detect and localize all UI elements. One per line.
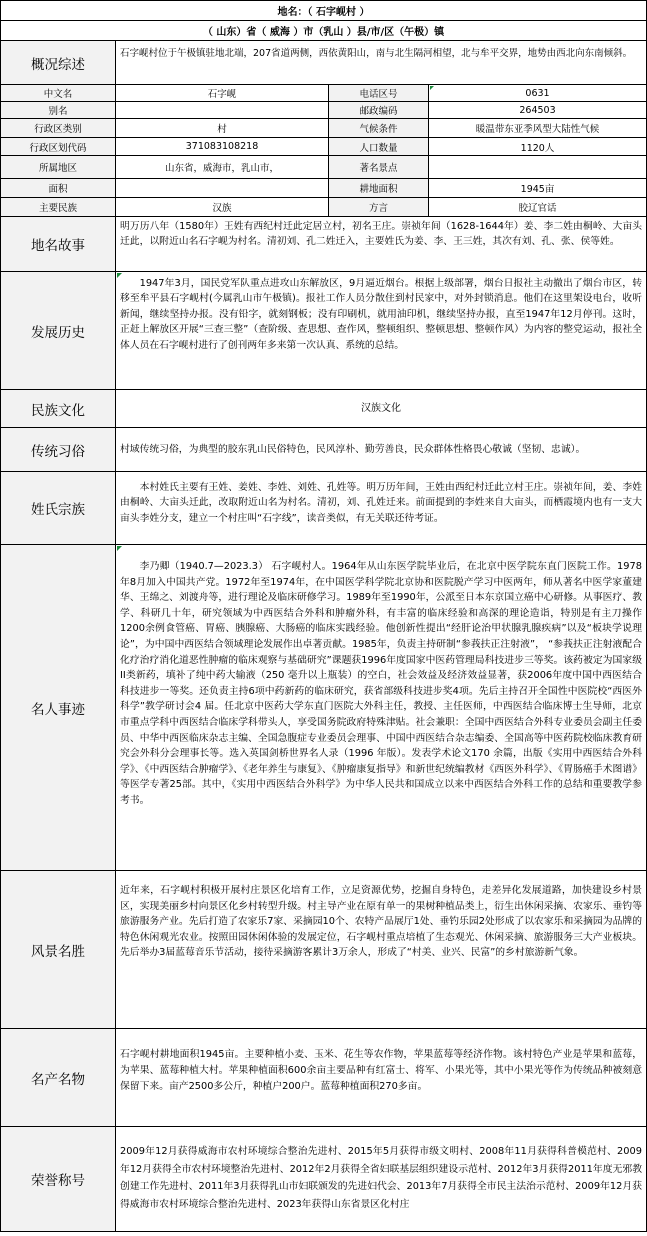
surname-text: 本村姓氏主要有王姓、姜姓、李姓、刘姓、孔姓等。明万历年间，王姓由西纪村迁此立村王庄。崇祯年间，姜、李姓由桐岭、大亩头迁此，改取附近山名为村名。清初，刘、孔姓迁来。前面提到的李姓来自大亩头，而栖霞境内也有一支大亩头李姓分支，建立一个村庄叫“石字线”，读音类似，有无关联还待考证。 <box>120 482 642 524</box>
history-text: 1947年3月，国民党军队重点进攻山东解放区，9月逼近烟台。根据上级部署，烟台日报社主动撤出了烟台市区，转移至牟平县石字岘村(今属乳山市午极镇)。报社工作人员分散住到村民家中，对外封锁消息。他们在这里架设电台，收听新闻，继续坚持办报。没有铅字，就刻钢板；没有印刷机，就用油印机，继续坚持办报，直至1947年12月停刊。这时，正赶上解放区开展“三查三整”（查阶级、查思想、查作风，整顿组织、整顿思想、整顿作风）为内容的整党运动，报社全体人员在石字岘村进行了创刊两年多来第一次认真、系统的总结。 <box>120 278 642 351</box>
info-key-ethnicity: 主要民族 <box>1 198 116 216</box>
history-row <box>0 272 647 390</box>
info-key-postcode: 邮政编码 <box>329 102 429 118</box>
info-value-region: 山东省，威海市，乳山市， <box>116 156 329 178</box>
ethnic-row <box>0 390 647 428</box>
info-key-attractions: 著名景点 <box>329 156 429 178</box>
info-value-ethnicity: 汉族 <box>116 198 329 216</box>
product-row <box>0 1029 647 1127</box>
overview-label: 概况综述 <box>1 41 116 84</box>
info-value-climate: 暖温带东亚季风型大陆性气候 <box>475 124 600 135</box>
info-row-3 <box>0 138 647 156</box>
product-text: 石字岘村耕地面积1945亩。主要种植小麦、玉米、花生等农作物，苹果蓝莓等经济作物。该村特色产业是苹果和蓝莓，为苹果、蓝莓种植大村。苹果种植面积600余亩主要品种有红富士、将军、小果光等，其中小果光等作为传统品种被刻意保留下来。亩产2500多公斤，种植户200户。蓝莓种植面积270多亩。 <box>120 1049 642 1092</box>
surname-label: 姓氏宗族 <box>1 472 116 544</box>
info-value-postcode: 264503 <box>519 104 556 116</box>
history-label: 发展历史 <box>1 272 116 389</box>
story-row <box>0 217 647 272</box>
info-key-population: 人口数量 <box>329 138 429 155</box>
info-value-area-code: 0631 <box>525 87 550 99</box>
info-value-attractions <box>429 156 646 178</box>
story-label: 地名故事 <box>1 217 116 271</box>
custom-label: 传统习俗 <box>1 428 116 471</box>
title-row <box>0 0 647 21</box>
ethnic-text: 汉族文化 <box>361 402 401 414</box>
person-row <box>0 545 647 871</box>
page-title: 地名：（ 石字岘村 ） <box>277 7 370 18</box>
info-key-chinese-name: 中文名 <box>1 85 116 101</box>
story-text: 明万历八年（1580年）王姓有西纪村迁此定居立村，初名王庄。崇祯年间（1628-1644年）姜、李二姓由桐岭、大亩头迁此，以附近山名石字岘为村名。清初刘、孔二姓迁入，主要姓氏为姜、李、王三姓，其次有刘、孔、张、侯等姓。 <box>120 221 642 248</box>
honor-text: 2009年12月获得威海市农村环境综合整治先进村、2015年5月获得市级文明村、2008年11月获得科普模范村、2009年12月获得全市农村环境整治先进村、2012年2月获得全省妇联基层组织建设示范村、2012年3月获得2011年度无邪教创建工作先进村、2011年3月获得乳山市妇联颁发的先进妇代会、2013年7月获得全市民主法治示范村、2009年12月获得威海市农村环境综合整治先进村、2023年获得山东省景区化村庄 <box>120 1146 642 1210</box>
overview-text: 石字岘村位于午极镇驻地北端，207省道两侧，西依黄阳山，南与北生隔河相望，北与牟平交界，地势由西北向东南倾斜。 <box>120 48 633 59</box>
info-row-5 <box>0 179 647 198</box>
info-key-climate: 气候条件 <box>329 119 429 137</box>
info-value-area <box>116 179 329 197</box>
info-key-admin-type: 行政区类别 <box>1 119 116 137</box>
product-label: 名产名物 <box>1 1029 116 1126</box>
info-key-area-code: 电话区号 <box>329 85 429 101</box>
cell-marker <box>430 86 434 90</box>
region-row <box>0 21 647 41</box>
surname-row <box>0 472 647 545</box>
info-key-admin-code: 行政区划代码 <box>1 138 116 155</box>
info-key-area: 面积 <box>1 179 116 197</box>
info-row-1 <box>0 102 647 119</box>
info-value-admin-code: 371083108218 <box>116 138 329 155</box>
info-key-alias: 别名 <box>1 102 116 118</box>
scenery-row <box>0 871 647 1029</box>
person-text: 李乃卿（1940.7—2023.3） 石字岘村人。1964年从山东医学院毕业后，在北京中医学院东直门医院工作。1978年8月加入中国共产党。1972年至1974年，在中国医学科学院北京协和医院脱产学习中医两年，师从著名中医学家董建华、王绵之、刘渡舟等，进行理论及临床研修学习。1989年至1990年，公派至日本东京国立癌中心研修。从事医疗、教学、科研几十年，研究领域为中西医结合外科和肿瘤外科，有丰富的临床经验和高深的理论造诣，特别是有主刀操作1200余例食管癌、胃癌、胰腺癌、大肠癌的临床实践经验。他创新性提出“经肝论治甲状腺乳腺疾病”以及“板块学说理论”，为中国中西医结合领域理论发展作出卓著贡献。1985年，负责主持研制“参莪扶正注射液”， “参莪扶正注射液配合化疗治疗消化道恶性肿瘤的临床观察与基础研究”课题获1996年度国家中医药管理局科技进步三等奖。该药被定为国家级II类新药，填补了纯中药大输液（250 毫升以上瓶装）的空白，社会效益及经济效益显著，获2006年度中国中西医结合科技进步一等奖。还负责主持6项中药新药的临床研究，获省部级科技进步奖4项。先后主持召开全国性中医院校“西医外科学”教学研讨会4 届。任北京中医药大学东直门医院大外科主任，教授、主任医师，中西医结合临床博士生导师，北京市重点学科中西医结合临床学科带头人，享受国务院政府特殊津贴。社会兼职：全国中西医结合外科专业委员会副主任委员、中华中西医临床杂志主编、全国急腹症专业委员会理事、中国中西医结合杂志编委、全国高等中医药院校临床教育研究会外科分会理事长等。选入英国剑桥世界名人录（1996 年版）。发表学术论文170 余篇，出版《实用中西医结合外科学》、《中西医结合肿瘤学》、《老年养生与康复》、《肿瘤康复指导》和新世纪统编教材《西医外科学》、《胃肠癌手术图谱》等医学专著25部。其中，《实用中西医结合外科学》为中华人民共和国成立以来中西医结合外科工作的总结和重要教学参考书。 <box>120 561 642 806</box>
info-value-population: 1120人 <box>520 142 555 154</box>
person-label: 名人事迹 <box>1 545 116 870</box>
info-key-dialect: 方言 <box>329 198 429 216</box>
info-row-4 <box>0 156 647 179</box>
info-row-2 <box>0 119 647 138</box>
info-value-dialect: 胶辽官话 <box>518 203 557 214</box>
info-value-alias <box>116 102 329 118</box>
custom-row <box>0 428 647 472</box>
info-value-farmland: 1945亩 <box>520 184 555 195</box>
honor-label: 荣誉称号 <box>1 1127 116 1231</box>
overview-row <box>0 41 647 85</box>
honor-row <box>0 1127 647 1232</box>
info-value-chinese-name: 石字岘 <box>116 85 329 101</box>
ethnic-label: 民族文化 <box>1 390 116 427</box>
custom-text: 村域传统习俗，为典型的胶东乳山民俗特色，民风淳朴、勤劳善良，民众群体性格畏心敬诚（坚韧、忠诚）。 <box>120 443 586 455</box>
scenery-text: 近年来，石字岘村积极开展村庄景区化培育工作，立足资源优势，挖掘自身特色，走差异化发展道路，加快建设乡村景区，实现美丽乡村向景区化乡村转型升级。村主导产业在原有单一的果树种植品类上，衍生出休闲采摘、农家乐、垂钓等旅游服务产业。先后打造了农家乐7家、采摘园10个、农特产品展厅1处、垂钓乐园2处形成了以农家乐和采摘园为品牌的特色休闲观光农业。按照田园休闲体验的发展定位，石字岘村重点培植了生态观光、休闲采摘、旅游服务三大产业板块。先后举办3届蓝莓音乐节活动，接待采摘游客累计3万余人，形成了“村美、业兴、民富”的乡村旅游新气象。 <box>120 885 642 958</box>
info-row-6 <box>0 198 647 217</box>
info-key-farmland: 耕地面积 <box>329 179 429 197</box>
info-key-region: 所属地区 <box>1 156 116 178</box>
info-value-admin-type: 村 <box>116 119 329 137</box>
scenery-label: 风景名胜 <box>1 871 116 1028</box>
info-row-0 <box>0 85 647 102</box>
region-line: （ 山东）省（ 威海 ）市（乳山 ）县/市/区（午极）镇 <box>202 27 445 38</box>
